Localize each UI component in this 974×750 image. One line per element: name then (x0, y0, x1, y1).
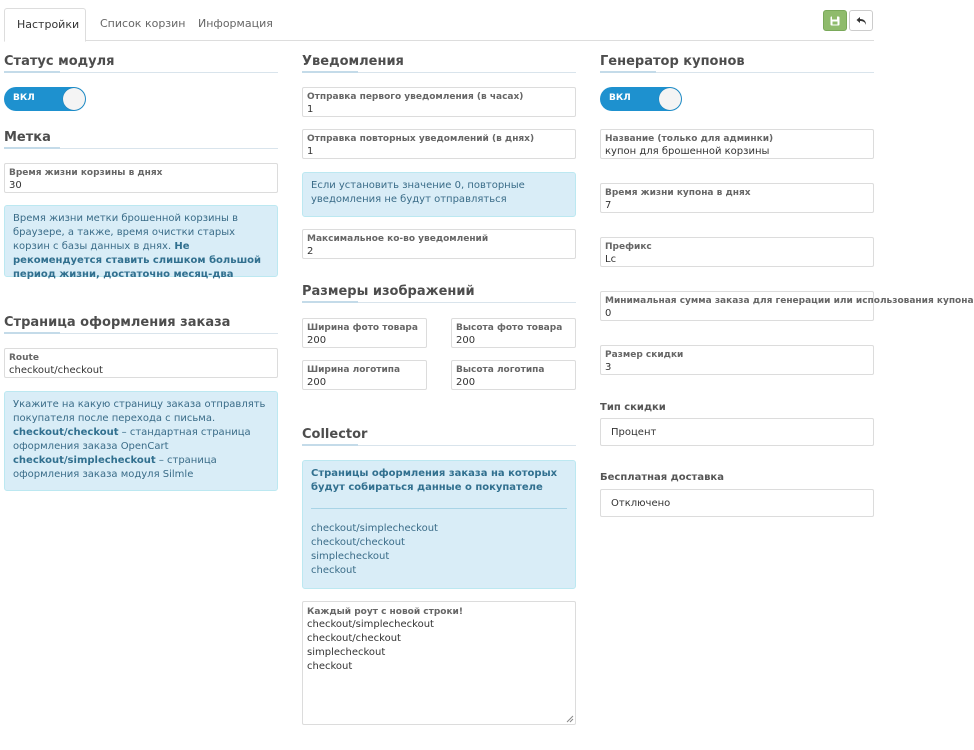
tab-settings[interactable]: Настройки (4, 8, 86, 42)
toggle-knob (63, 88, 85, 110)
cart-life-field[interactable] (4, 163, 278, 193)
column-module (4, 44, 278, 480)
alert-bold-text: Не рекомендуется ставить слишком большой период жизни, достаточно месяц-два (13, 241, 262, 280)
min-sum-field[interactable] (600, 291, 974, 321)
column-coupons (600, 44, 974, 509)
tab-cart-list[interactable]: Список корзин (100, 17, 186, 30)
alert-text: Время жизни метки брошенной корзины в браузере, а также, время очистки старых корзин с базы данных в днях. (13, 213, 239, 252)
alert-text: Если установить значение 0, повторные уведомления не будут отправляться (311, 180, 525, 205)
field-value: Lc (605, 254, 617, 265)
field-label: Время жизни корзины в днях (9, 168, 163, 178)
collector-info-alert (302, 460, 576, 589)
back-button[interactable] (849, 10, 873, 31)
field-label: Высота фото товара (456, 323, 563, 333)
field-label: Отправка повторных уведомлений (в днях) (307, 134, 535, 144)
alert-text: – страница оформления заказа модуля Silmle (13, 455, 217, 480)
alert-text: – стандартная страница оформления заказа OpenCart (13, 427, 251, 452)
field-value: 200 (456, 335, 476, 346)
textarea-line: checkout (307, 661, 353, 672)
alert-title: Страницы оформления заказа на которых будут собираться данные о покупателе (311, 467, 567, 509)
field-value: 200 (307, 335, 327, 346)
discount-type-select[interactable]: Процент (600, 418, 874, 446)
field-label: Отправка первого уведомления (в часах) (307, 92, 524, 102)
tab-bar (4, 8, 874, 41)
section-title-checkout: Страница оформления заказа (4, 313, 278, 334)
field-value: 200 (307, 377, 327, 388)
field-value: купон для брошенной корзины (605, 146, 770, 157)
routes-textarea[interactable] (302, 601, 576, 725)
mark-info-alert (4, 205, 278, 280)
resize-grip-icon[interactable] (566, 715, 574, 723)
collector-route: simplecheckout (311, 551, 390, 562)
coupon-toggle[interactable] (600, 87, 682, 111)
field-label: Время жизни купона в днях (605, 188, 751, 198)
field-label: Минимальная сумма заказа для генерации или использования купона (605, 296, 974, 306)
toggle-label: ВКЛ (609, 93, 631, 103)
alert-text: Укажите на какую страницу заказа отправлять покупателя после перехода с письма. (13, 399, 266, 424)
photo-width-field[interactable] (302, 318, 427, 348)
logo-width-field[interactable] (302, 360, 427, 390)
photo-height-field[interactable] (451, 318, 576, 348)
field-value: 1 (307, 104, 314, 115)
field-value: 3 (605, 362, 612, 373)
logo-height-field[interactable] (451, 360, 576, 390)
field-value: 30 (9, 180, 22, 191)
repeat-notify-field[interactable] (302, 129, 576, 159)
textarea-label: Каждый роут с новой строки! (307, 607, 463, 617)
discount-type-label: Тип скидки (600, 402, 666, 413)
discount-size-field[interactable] (600, 345, 874, 375)
first-notify-field[interactable] (302, 87, 576, 117)
field-label: Название (только для админки) (605, 134, 774, 144)
back-arrow-icon (856, 16, 867, 26)
field-label: Максимальное ко-во уведомлений (307, 234, 489, 244)
field-value: checkout/checkout (9, 365, 103, 376)
status-toggle[interactable] (4, 87, 86, 111)
field-value: 1 (307, 146, 314, 157)
repeat-info-alert (302, 172, 576, 217)
prefix-field[interactable] (600, 237, 874, 267)
textarea-line: checkout/checkout (307, 633, 401, 644)
collector-route: checkout (311, 565, 357, 576)
free-shipping-label: Бесплатная доставка (600, 472, 724, 483)
field-value: 0 (605, 308, 612, 319)
route-field[interactable] (4, 348, 278, 378)
tab-information[interactable]: Информация (198, 17, 273, 30)
section-title-status: Статус модуля (4, 52, 278, 73)
toggle-label: ВКЛ (13, 93, 35, 103)
toggle-knob (659, 88, 681, 110)
alert-bold-route-simple: checkout/simplecheckout (13, 455, 156, 466)
alert-bold-route-checkout: checkout/checkout (13, 427, 119, 438)
section-title-images: Размеры изображений (302, 282, 576, 303)
coupon-name-field[interactable] (600, 129, 874, 159)
section-title-coupons: Генератор купонов (600, 52, 874, 73)
field-label: Размер скидки (605, 350, 684, 360)
field-label: Высота логотипа (456, 365, 545, 375)
section-title-notifications: Уведомления (302, 52, 576, 73)
field-label: Ширина логотипа (307, 365, 401, 375)
field-value: 200 (456, 377, 476, 388)
field-label: Ширина фото товара (307, 323, 418, 333)
save-button[interactable] (823, 10, 847, 31)
max-notify-field[interactable] (302, 229, 576, 259)
section-title-collector: Collector (302, 425, 576, 446)
textarea-line: checkout/simplecheckout (307, 619, 434, 630)
collector-route: checkout/checkout (311, 537, 405, 548)
field-label: Префикс (605, 242, 652, 252)
textarea-line: simplecheckout (307, 647, 386, 658)
section-title-mark: Метка (4, 128, 278, 149)
collector-route: checkout/simplecheckout (311, 523, 438, 534)
coupon-life-field[interactable] (600, 183, 874, 213)
field-label: Route (9, 353, 39, 363)
checkout-info-alert (4, 391, 278, 491)
field-value: 7 (605, 200, 612, 211)
column-notifications (302, 44, 576, 672)
field-value: 2 (307, 246, 314, 257)
free-shipping-select[interactable]: Отключено (600, 489, 874, 517)
save-icon (830, 16, 840, 26)
